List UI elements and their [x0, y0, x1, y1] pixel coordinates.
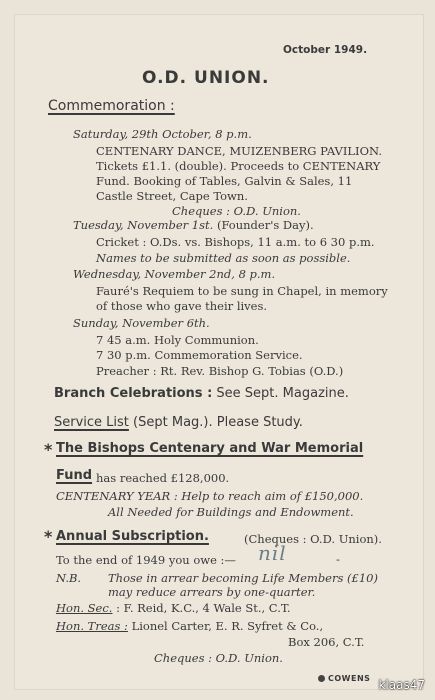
date-line: October 1949. [283, 44, 368, 56]
printer-logo-icon [318, 675, 325, 682]
tuesday-date: Tuesday, November 1st. [73, 218, 214, 232]
hon-treas-label: Hon. Treas : [56, 619, 128, 633]
sunday-line-2: 7 30 p.m. Commemoration Service. [96, 348, 303, 362]
hon-sec-label: Hon. Sec. [56, 601, 113, 615]
subscription-heading: Annual Subscription. [56, 529, 209, 544]
watermark: klaas47 [378, 678, 425, 692]
dance-line-3: Fund. Booking of Tables, Galvin & Sales, 11 [96, 174, 353, 188]
footer-cheques: Cheques : O.D. Union. [154, 651, 283, 665]
branch-line [54, 386, 349, 401]
founders-day: (Founder's Day). [216, 218, 314, 232]
hon-sec-text: : F. Reid, K.C., 4 Wale St., C.T. [116, 601, 291, 615]
printer-mark [318, 674, 370, 683]
hon-sec-line [56, 601, 291, 615]
nb-label: N.B. [56, 571, 82, 585]
memorial-star: * [44, 440, 53, 459]
names-note: Names to be submitted as soon as possible. [96, 251, 351, 265]
all-needed: All Needed for Buildings and Endowment. [108, 505, 354, 519]
commemoration-heading: Commemoration : [48, 98, 175, 114]
owe-line: To the end of 1949 you owe :— [56, 553, 236, 567]
service-text: (Sept Mag.). Please Study. [133, 415, 303, 430]
wednesday-heading: Wednesday, November 2nd, 8 p.m. [73, 267, 276, 281]
tuesday-heading [73, 218, 314, 232]
subscription-star: * [44, 527, 53, 546]
branch-heading: Branch Celebrations : [54, 386, 213, 401]
requiem-line-1: Fauré's Requiem to be sung in Chapel, in memory [96, 284, 388, 298]
requiem-line-2: of those who gave their lives. [96, 299, 268, 313]
nb-line-1: Those in arrear becoming Life Members (£10) [108, 571, 378, 585]
nb-line-2: may reduce arrears by one-quarter. [108, 585, 316, 599]
saturday-heading: Saturday, 29th October, 8 p.m. [73, 127, 252, 141]
box-line: Box 206, C.T. [288, 635, 365, 649]
centenary-year: CENTENARY YEAR : Help to reach aim of £150,000. [56, 489, 364, 503]
page-title: O.D. UNION. [142, 68, 270, 88]
dance-line-2: Tickets £1.1. (double). Proceeds to CENTENARY [96, 159, 381, 173]
memorial-heading: The Bishops Centenary and War Memorial [56, 441, 364, 456]
branch-text: See Sept. Magazine. [216, 386, 349, 401]
memorial-fund: Fund [56, 468, 93, 483]
cricket-line: Cricket : O.Ds. vs. Bishops, 11 a.m. to 6 30 p.m. [96, 235, 375, 249]
service-line [54, 415, 303, 430]
handwritten-nil: nil [258, 541, 287, 565]
subscription-cheques: (Cheques : O.D. Union). [244, 532, 382, 546]
hon-treas-text: Lionel Carter, E. R. Syfret & Co., [131, 619, 324, 633]
dance-cheques: Cheques : O.D. Union. [172, 204, 301, 218]
printer-name: COWENS [328, 674, 371, 683]
sunday-line-3: Preacher : Rt. Rev. Bishop G. Tobias (O.D.) [96, 364, 344, 378]
owe-dash: - [336, 552, 340, 566]
dance-line-4: Castle Street, Cape Town. [96, 189, 248, 203]
hon-treas-line [56, 619, 323, 633]
memorial-reached: has reached £128,000. [96, 471, 230, 485]
sunday-heading: Sunday, November 6th. [73, 316, 210, 330]
service-heading: Service List [54, 415, 129, 430]
sunday-line-1: 7 45 a.m. Holy Communion. [96, 333, 259, 347]
dance-line-1: CENTENARY DANCE, MUIZENBERG PAVILION. [96, 144, 382, 158]
